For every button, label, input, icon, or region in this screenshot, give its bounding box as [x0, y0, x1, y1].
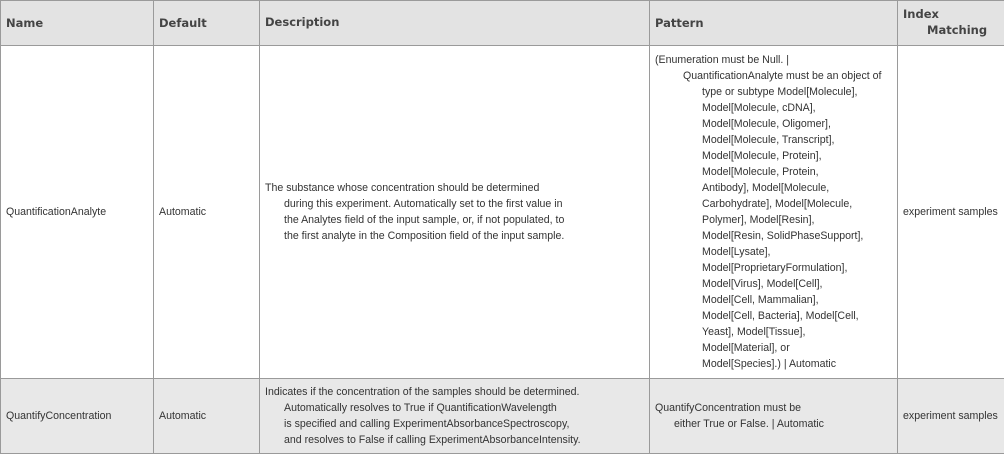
description-line: The substance whose concentration should be determined [265, 182, 540, 194]
header-default: Default [154, 1, 260, 46]
pattern-line: QuantifyConcentration must be [655, 402, 802, 414]
description-line: during this experiment. Automatically set to the first value in [284, 198, 563, 210]
option-index-matching: experiment samples [898, 46, 1004, 379]
description-line: the Analytes field of the input sample, or, if not populated, to [284, 214, 565, 226]
pattern-line: Model[Molecule, Protein], [702, 150, 822, 162]
table-row [1, 46, 1004, 379]
pattern-line: type or subtype Model[Molecule], [702, 86, 858, 98]
option-name: QuantificationAnalyte [1, 46, 154, 379]
option-name: QuantifyConcentration [1, 379, 154, 454]
pattern-line: Polymer], Model[Resin], [702, 214, 815, 226]
description-line: and resolves to False if calling ExperimentAbsorbanceIntensity. [284, 434, 581, 446]
pattern-line: Model[Molecule, Protein, [702, 166, 819, 178]
pattern-line: Model[Lysate], [702, 246, 771, 258]
pattern-line: (Enumeration must be Null. | [655, 54, 790, 66]
header-index-matching [898, 1, 1004, 46]
pattern-line: Carbohydrate], Model[Molecule, [702, 198, 853, 210]
option-description [260, 46, 650, 379]
header-name: Name [1, 1, 154, 46]
header-index-line1: Index [903, 7, 939, 21]
header-row [1, 1, 1004, 46]
description-line: Indicates if the concentration of the samples should be determined. [265, 386, 580, 398]
pattern-line: QuantificationAnalyte must be an object of [683, 70, 882, 82]
option-pattern [650, 46, 898, 379]
header-pattern: Pattern [650, 1, 898, 46]
description-line: Automatically resolves to True if QuantificationWavelength [284, 402, 557, 414]
option-pattern [650, 379, 898, 454]
pattern-line: Model[Cell, Bacteria], Model[Cell, [702, 310, 859, 322]
option-description [260, 379, 650, 454]
pattern-line: either True or False. | Automatic [674, 418, 824, 430]
table-row [1, 379, 1004, 454]
header-index-line2: Matching [927, 23, 988, 37]
pattern-line: Model[Resin, SolidPhaseSupport], [702, 230, 864, 242]
description-line: the first analyte in the Composition field of the input sample. [284, 230, 565, 242]
pattern-line: Yeast], Model[Tissue], [702, 326, 806, 338]
pattern-line: Model[Species].) | Automatic [702, 358, 837, 370]
header-description: Description [260, 1, 650, 46]
description-line: is specified and calling ExperimentAbsorbanceSpectroscopy, [284, 418, 570, 430]
pattern-line: Model[Molecule, Transcript], [702, 134, 835, 146]
option-default: Automatic [154, 46, 260, 379]
option-default: Automatic [154, 379, 260, 454]
pattern-line: Model[Cell, Mammalian], [702, 294, 819, 306]
pattern-line: Model[Molecule, cDNA], [702, 102, 816, 114]
pattern-line: Model[Material], or [702, 342, 790, 354]
pattern-line: Model[Virus], Model[Cell], [702, 278, 823, 290]
pattern-line: Model[ProprietaryFormulation], [702, 262, 848, 274]
option-index-matching: experiment samples [898, 379, 1004, 454]
pattern-line: Model[Molecule, Oligomer], [702, 118, 831, 130]
pattern-line: Antibody], Model[Molecule, [702, 182, 830, 194]
